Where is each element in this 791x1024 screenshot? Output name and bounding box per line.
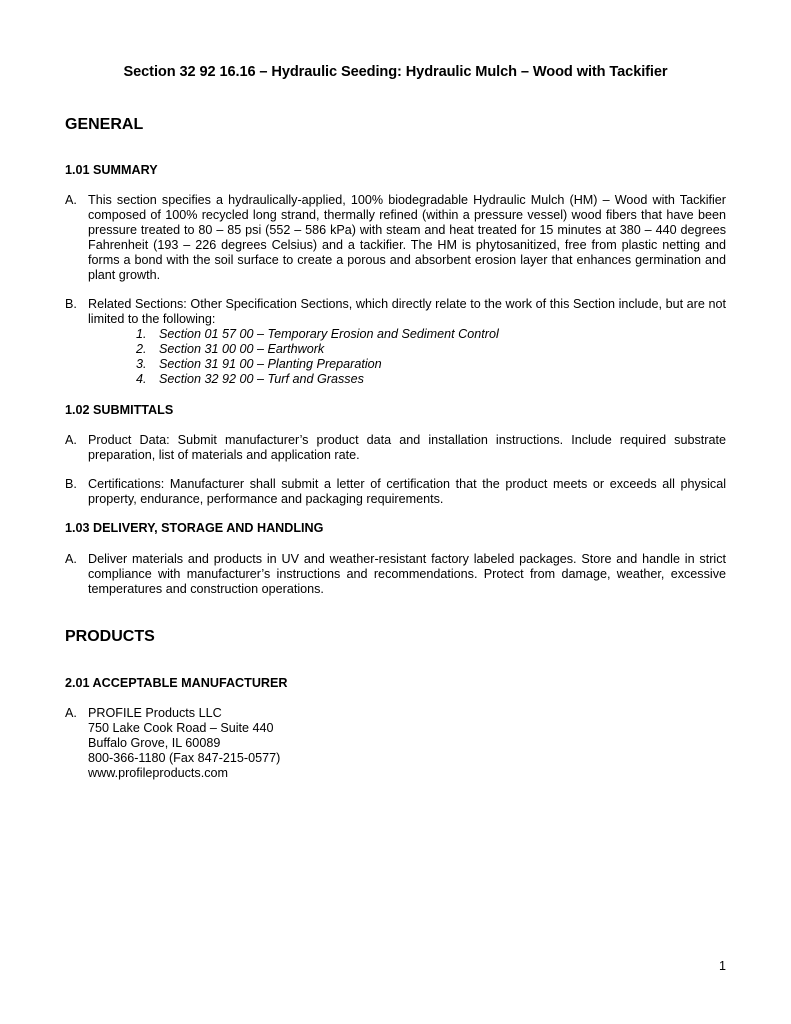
paragraph-text: Product Data: Submit manufacturer’s product data and installation instructions. Include required substrate preparation, list of materials and application rate. [88, 433, 726, 462]
paragraph-label: A. [65, 433, 77, 447]
street-address: 750 Lake Cook Road – Suite 440 [88, 721, 274, 735]
section-heading-summary: 1.01 SUMMARY [65, 163, 158, 177]
paragraph-text: This section specifies a hydraulically-applied, 100% biodegradable Hydraulic Mulch (HM) – Wood with Tackifier composed of 100% recycled long strand, thermally refined (within a pressure vessel) wood fibers that have been pressure treated to 80 – 85 psi (552 – 586 kPa) with steam and heat treated for 15 minutes at 380 – 440 degrees Fahrenheit (193 – 226 degrees Celsius) and a tackifier. The HM is phytosanitized, free from plastic netting and forms a bond with the soil surface to create a porous and absorbent erosion layer that enhances germination and plant growth. [88, 193, 726, 282]
paragraph-label: A. [65, 552, 77, 566]
city-state-zip: Buffalo Grove, IL 60089 [88, 736, 221, 750]
page-number: 1 [718, 959, 726, 973]
paragraph-label: A. [65, 193, 77, 207]
part-heading-products: PRODUCTS [65, 628, 155, 645]
paragraph-text: Certifications: Manufacturer shall submit a letter of certification that the product meets or exceeds all physical property, endurance, performance and packaging requirements. [88, 477, 726, 506]
paragraph-text: Related Sections: Other Specification Sections, which directly relate to the work of this Section include, but are not limited to the following: [88, 297, 726, 326]
submittals-paragraph-a [65, 433, 726, 463]
list-text: Section 01 57 00 – Temporary Erosion and Sediment Control [159, 327, 499, 341]
list-number: 2. [136, 342, 147, 356]
paragraph-text: Deliver materials and products in UV and weather-resistant factory labeled packages. Store and handle in strict compliance with manufacturer’s instructions and recommendations. Protect from damage, weather, excessive temperatures and construction operations. [88, 552, 726, 596]
document-title: Section 32 92 16.16 – Hydraulic Seeding: Hydraulic Mulch – Wood with Tackifier [123, 64, 668, 80]
website: www.profileproducts.com [88, 766, 228, 780]
paragraph-label: B. [65, 297, 77, 311]
company-name: PROFILE Products LLC [88, 706, 222, 720]
delivery-paragraph-a [65, 552, 726, 597]
summary-paragraph-b [65, 297, 726, 327]
section-heading-submittals: 1.02 SUBMITTALS [65, 403, 174, 417]
list-number: 4. [136, 372, 147, 386]
list-text: Section 31 00 00 – Earthwork [159, 342, 325, 356]
section-heading-delivery: 1.03 DELIVERY, STORAGE AND HANDLING [65, 521, 324, 535]
list-text: Section 32 92 00 – Turf and Grasses [159, 372, 364, 386]
list-number: 1. [136, 327, 147, 341]
section-heading-manufacturer: 2.01 ACCEPTABLE MANUFACTURER [65, 676, 288, 690]
phone-fax: 800-366-1180 (Fax 847-215-0577) [88, 751, 281, 765]
summary-paragraph-a [65, 193, 726, 283]
list-text: Section 31 91 00 – Planting Preparation [159, 357, 382, 371]
submittals-paragraph-b [65, 477, 726, 507]
paragraph-label: B. [65, 477, 77, 491]
manufacturer-address [88, 706, 280, 781]
part-heading-general: GENERAL [65, 116, 144, 133]
paragraph-label: A. [65, 706, 77, 720]
list-number: 3. [136, 357, 147, 371]
